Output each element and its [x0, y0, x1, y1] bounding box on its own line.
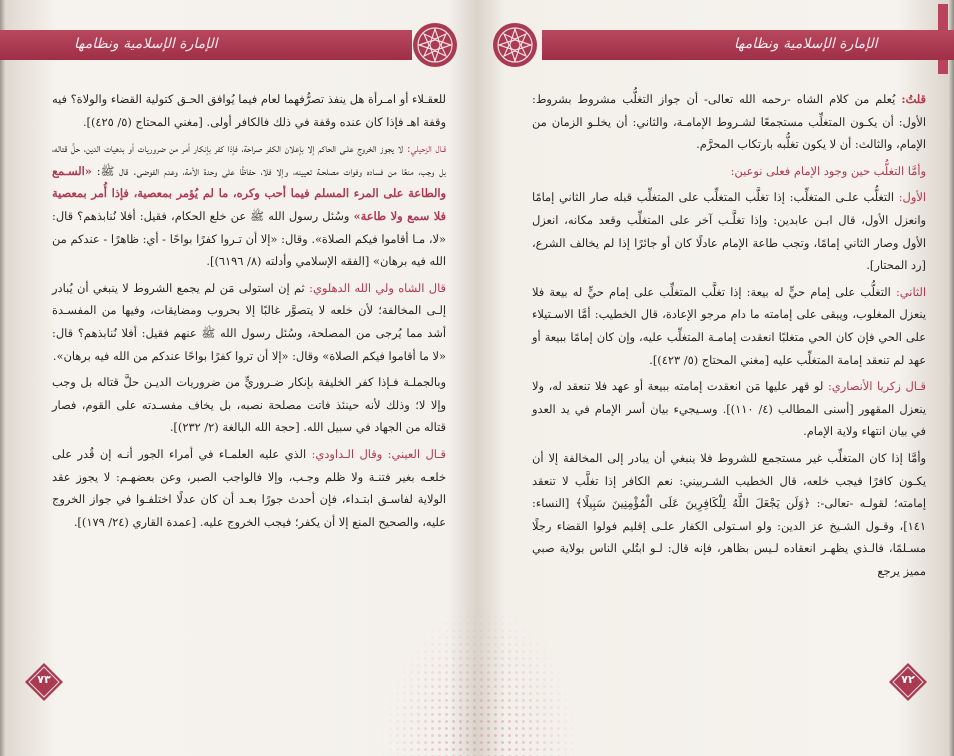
paragraph: للعقـلاء أو امـرأة هل ينفذ تصرُّفهما لعام فيما يُوافق الحـق كتولية القضاء والولاة؟ فيه وقفة اهـ فإذا كان عنده وقفة في ذلك فالكافر أولى. [مغني المحتاج (٥/ ٤٢٥)]. [52, 92, 446, 129]
page-number-badge [888, 662, 928, 702]
paragraph: قـال زكريا الأنصاري: لو قهر عليها مَن انعقدت إمامته ببيعة أو عهد فلا تنعقد له، ولا ينعزل المقهور [أسنى المطالب (٤/ ١١٠)]. وسـيجيء بيان أسر الإمام في يد العدو في بيان انتهاء ولاية الإمام. [532, 379, 926, 439]
page-number: ٧٣ [37, 673, 51, 686]
paragraph: الأول: التغلُّب علـى المتغلِّب: إذا تغلَّب المتغلِّب على المتغلِّب قبله صار الثاني إمامًا وانعزل الأول، قال ابـن عابدين: وإذا تغلَّـب آخر على المتغلِّب وقعد مكانه، انعزل الأول وصار الثاني إمامًا، وتجب طاعة الإمام عادلًا كان أو جائرًا إذا لم يخالف الشرع، [رد المحتار]. [532, 190, 926, 273]
right-page-body [532, 88, 926, 586]
paragraph: قـال الزحيلي: لا يجوز الخروج علـى الحاكم إلا بإعلان الكفر صراحة، فإذا كفر بإنكار أمر من ضروريات أو بدهيات الدين، حلَّ قتاله، بل وجب، منعًا من فساده وفوات مصلحـة تعيينه، وإلا فلا، حفاظًا على وحدة الأمة، وعدم الفوضى. قال ﷺ: «السـمع والطاعة على المرء المسلم فيما أحب وكره، ما لم يُؤمر بمعصية، فإذا أُمر بمعصية فلا سمع ولا طاعة» وسُئل رسول الله ﷺ عن خلع الحكام، فقيل: أفلا نُنابذهم؟ قال: «لا، مـا أقاموا فيكم الصلاة». وقال: «إلا أن تـروا كفرًا بواحًا - أي: ظاهرًا - عندكم من الله فيه برهان» [الفقه الإسلامي وأدلته (٨/ ٦١٩٦)]. [52, 141, 447, 269]
left-page-body [52, 88, 446, 537]
paragraph: قـال العيني: وقال الـداودي: الذي عليه العلمـاء في أمراء الجور أنـه إن قُدر على خلعـه بغير فتنـة ولا ظلم وجـب، وإلا فالواجب الصبر، وعن بعضهـم: لا يجوز عقد الولاية لفاسـق ابتـداء، فإن أحدث جورًا بعـد أن كان عدلًا اختلفـوا في جواز الخروج عليه، والصحيح المنع إلا أن يكفر؛ فيجب الخروج عليه. [عمدة القاري (٢٤/ ١٧٩)]. [52, 446, 446, 529]
paragraph: قلتُ: يُعلم من كلام الشاه -رحمه الله تعالى- أن جواز التغلُّب مشروط بشروط: الأول: أن يكـون المتغلِّب مستجمعًا لشـروط الإمامـة، والثاني: أن يخلـو الزمان من الإمام، والثالث: أن لا يكون تغلُّبه بارتكاب المحرَّم. [532, 92, 926, 152]
left-page [0, 0, 470, 756]
rosette-ornament-icon [492, 22, 538, 68]
page-number-badge [24, 662, 64, 702]
paragraph: الثاني: التغلُّب على إمام حيٍّ له بيعة: إذا تغلَّب المتغلِّب على إمام حيٍّ له بيعة فلا ينعزل المغلوب، ويبقى على إمامته ما دام مرجو الإعادة، قال الخطيب: أمَّا الاسـتيلاء على الحي فإن كان الحي متغلبًا انعقدت إمامـة المتغلِّب عليه، وإن كان إمامًا ببيعة أو عهد لم تنعقد إمامة المتغلِّب عليه [مغني المحتاج (٥/ ٤٢٣)]. [532, 284, 926, 367]
page-number: ٧٢ [901, 673, 915, 686]
paragraph: وبالجملـة فـإذا كفر الخليفة بإنكار ضـروريٍّ من ضروريات الديـن حلَّ قتاله بل وجب وإلا لا؛ وذلك لأنه حينئذ فاتت مصلحة نصبه، بل يخاف مفسـدته على القوم، فصار قتاله من الجهاد في سبيل الله. [حجة الله البالغة (٢/ ٢٣٢)]. [52, 375, 446, 435]
section-heading: وأمَّا التغلُّب حين وجود الإمام فعلى نوعين: [730, 163, 926, 178]
right-page [484, 0, 954, 756]
rosette-ornament-icon [412, 22, 458, 68]
running-title: الإمارة الإسلامية ونظامها [734, 36, 878, 52]
running-title: الإمارة الإسلامية ونظامها [74, 36, 218, 52]
paragraph: وأمَّا إذا كان المتغلِّب غير مستجمع للشروط فلا ينبغي أن يبادر إلى المخالفة إلا أن يكـون كافرًا فيجب خلعه، قال الخطيب الشـربيني: نعم الكافر إذا تغلَّب لا تنعقد إمامته؛ لقولـه -تعالى-: ﴿وَلَن يَجْعَلَ اللَّهُ لِلْكَافِرِينَ عَلَى الْمُؤْمِنِينَ سَبِيلًا﴾ [النساء: ١٤١]، وقـول الشـيخ عز الدين: ولو اسـتولى الكفار علـى إقليم فولوا القضاء رجلًا مسـلمًا، فالـذي يظهـر انعقاده لـيس بظاهر، فإنه قال: لـو ابتُلي الناس بولاية صبي مميز يرجع [532, 450, 926, 578]
paragraph: قال الشاه ولي الله الدهلوي: ثم إن استولى مَن لم يجمع الشروط لا ينبغي أن يُبادر إلـى المخالفة؛ لأن خلعه لا يتصوَّر غالبًا إلا بحروب ومضايقات، وفيها من المفسـدة أشد مما يُرجى من المصلحة، وسُئل رسول الله ﷺ عنهم فقيل: أفلا نُنابذهم؟ قال: «لا ما أقاموا فيكم الصلاة» وقال: «إلا أن تروا كفرًا بواحًا عندكم من الله فيه برهان». [52, 280, 446, 363]
